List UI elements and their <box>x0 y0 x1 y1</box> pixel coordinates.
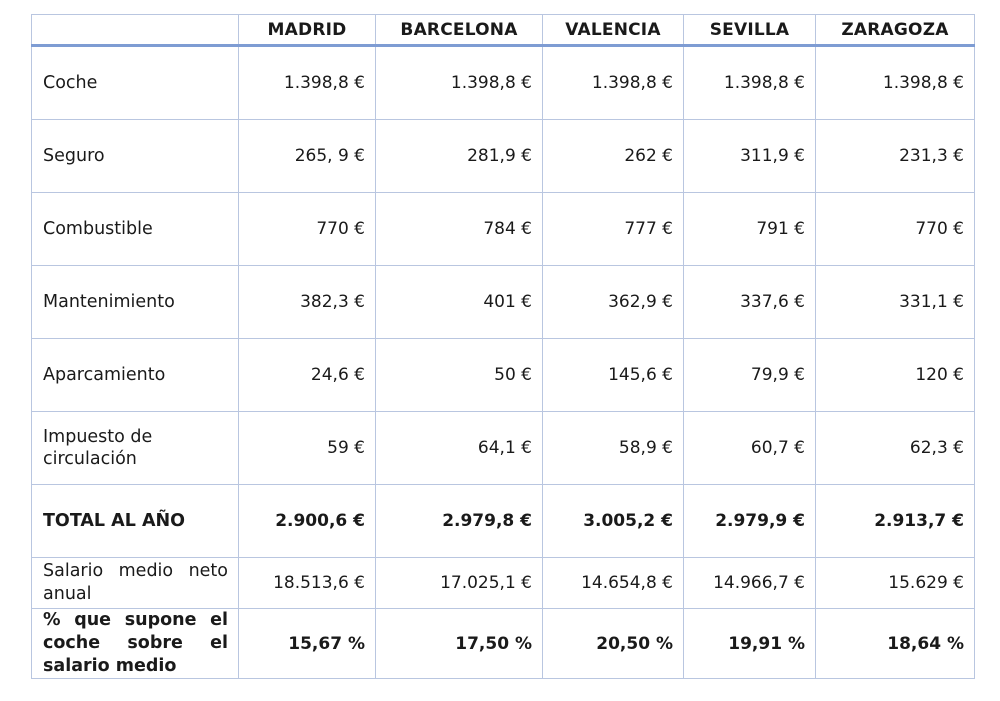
cell-value: 58,9 € <box>543 412 684 485</box>
row-label: Coche <box>32 46 239 120</box>
header-cell-madrid: MADRID <box>239 15 376 46</box>
car-cost-table <box>31 14 975 679</box>
row-label: Mantenimiento <box>32 266 239 339</box>
cell-value: 1.398,8 € <box>239 46 376 120</box>
cell-value: 60,7 € <box>684 412 816 485</box>
cell-value: 17.025,1 € <box>376 558 543 609</box>
header-cell-empty <box>32 15 239 46</box>
cell-value: 791 € <box>684 193 816 266</box>
cell-value: 14.966,7 € <box>684 558 816 609</box>
cell-value: 770 € <box>816 193 975 266</box>
cell-value: 19,91 % <box>684 609 816 679</box>
row-label: Salario medio neto anual <box>32 558 239 609</box>
cell-value: 17,50 % <box>376 609 543 679</box>
table-header-row <box>32 15 975 46</box>
row-label: Impuesto de circulación <box>32 412 239 485</box>
row-label: Seguro <box>32 120 239 193</box>
row-label: TOTAL AL AÑO <box>32 485 239 558</box>
cell-value: 331,1 € <box>816 266 975 339</box>
cell-value: 2.979,8 € <box>376 485 543 558</box>
cell-value: 50 € <box>376 339 543 412</box>
cell-value: 15.629 € <box>816 558 975 609</box>
table-row-mantenimiento <box>32 266 975 339</box>
table-row-porcentaje <box>32 609 975 679</box>
cell-value: 2.900,6 € <box>239 485 376 558</box>
table-row-seguro <box>32 120 975 193</box>
table-row-combustible <box>32 193 975 266</box>
cell-value: 15,67 % <box>239 609 376 679</box>
cell-value: 64,1 € <box>376 412 543 485</box>
row-label: % que supone el coche sobre el salario medio <box>32 609 239 679</box>
cost-table-container <box>31 14 975 679</box>
cell-value: 265, 9 € <box>239 120 376 193</box>
cell-value: 3.005,2 € <box>543 485 684 558</box>
table-row-coche <box>32 46 975 120</box>
header-cell-barcelona: BARCELONA <box>376 15 543 46</box>
header-cell-valencia: VALENCIA <box>543 15 684 46</box>
cell-value: 59 € <box>239 412 376 485</box>
table-row-salario <box>32 558 975 609</box>
cell-value: 79,9 € <box>684 339 816 412</box>
cell-value: 20,50 % <box>543 609 684 679</box>
cell-value: 401 € <box>376 266 543 339</box>
cell-value: 1.398,8 € <box>376 46 543 120</box>
cell-value: 1.398,8 € <box>816 46 975 120</box>
cell-value: 1.398,8 € <box>543 46 684 120</box>
cell-value: 120 € <box>816 339 975 412</box>
cell-value: 24,6 € <box>239 339 376 412</box>
cell-value: 262 € <box>543 120 684 193</box>
row-label: Aparcamiento <box>32 339 239 412</box>
table-row-aparcamiento <box>32 339 975 412</box>
header-cell-zaragoza: ZARAGOZA <box>816 15 975 46</box>
cell-value: 770 € <box>239 193 376 266</box>
header-cell-sevilla: SEVILLA <box>684 15 816 46</box>
row-label: Combustible <box>32 193 239 266</box>
cell-value: 2.913,7 € <box>816 485 975 558</box>
cell-value: 337,6 € <box>684 266 816 339</box>
cell-value: 784 € <box>376 193 543 266</box>
cell-value: 14.654,8 € <box>543 558 684 609</box>
cell-value: 231,3 € <box>816 120 975 193</box>
cell-value: 311,9 € <box>684 120 816 193</box>
cell-value: 2.979,9 € <box>684 485 816 558</box>
cell-value: 281,9 € <box>376 120 543 193</box>
cell-value: 145,6 € <box>543 339 684 412</box>
cell-value: 18.513,6 € <box>239 558 376 609</box>
cell-value: 382,3 € <box>239 266 376 339</box>
table-row-total <box>32 485 975 558</box>
cell-value: 62,3 € <box>816 412 975 485</box>
cell-value: 18,64 % <box>816 609 975 679</box>
cell-value: 777 € <box>543 193 684 266</box>
cell-value: 362,9 € <box>543 266 684 339</box>
table-row-impuesto <box>32 412 975 485</box>
cell-value: 1.398,8 € <box>684 46 816 120</box>
